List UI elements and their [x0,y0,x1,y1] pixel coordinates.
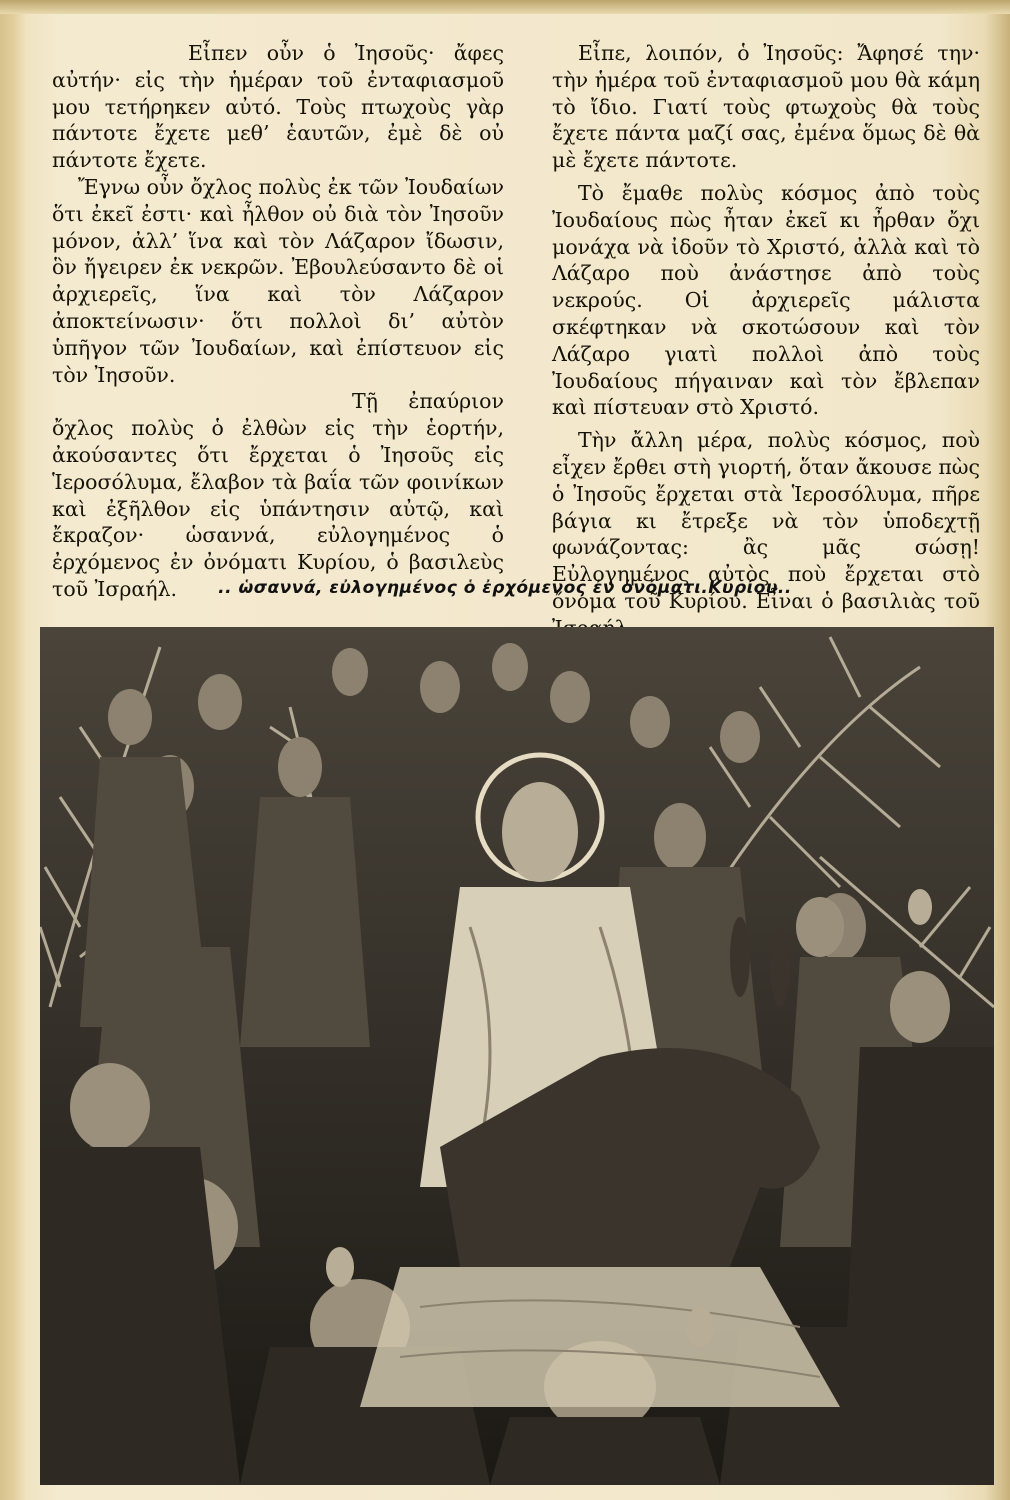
left-column-ancient-text [52,40,504,603]
illustration-drawing [40,627,994,1485]
left-paragraph-1: Εἶπεν οὖν ὁ Ἰησοῦς· ἄφες αὐτήν· εἰς τὴν ἡμέραν τοῦ ἐνταφιασμοῦ μου τετήρηκεν αὐτό. Τοὺς πτωχοὺς γὰρ πάντοτε ἔχετε μεθ’ ἑαυτῶν, ἐμὲ δὲ οὐ πάντοτε ἔχετε. [52,41,504,173]
palm-sunday-illustration [40,627,994,1485]
right-paragraph-2: Τὸ ἔμαθε πολὺς κόσμος ἀπὸ τοὺς Ἰουδαίους πὼς ἦταν ἐκεῖ κι ἦρθαν ὄχι μονάχα νὰ ἰδοῦν τὸ Χριστό, ἀλλὰ καὶ τὸ Λάζαρο ποὺ ἀνάστησε ἀπὸ τοὺς νεκρούς. Οἱ ἀρχιερεῖς μάλιστα σκέφτηκαν νὰ σκοτώσουν καὶ τὸν Λάζαρο γιατὶ πολλοὶ ἀπὸ τοὺς Ἰουδαίους πήγαιναν καὶ τὸν ἔβλεπαν καὶ πίστευαν στὸ Χριστό. [552,180,980,420]
central-figure-head [502,782,578,882]
left-paragraph-2: Ἔγνω οὖν ὄχλος πολὺς ἐκ τῶν Ἰουδαίων ὅτι ἐκεῖ ἐστι· καὶ ἦλθον οὐ διὰ τὸν Ἰησοῦν μόνον, ἀλλ’ ἵνα καὶ τὸν Λάζαρον ἴδωσιν, ὃν ἤγειρεν ἐκ νεκρῶν. Ἐβουλεύσαντο δὲ οἱ ἀρχιερεῖς, ἵνα καὶ τὸν Λάζαρον ἀποκτείνωσιν· ὅτι πολλοὶ δι’ αὐτὸν ὑπῆγον τῶν Ἰουδαίων, καὶ ἐπίστευον εἰς τὸν Ἰησοῦν. [52,174,505,387]
illustration-caption: .. ὡσαννά, εὐλογημένος ὁ ἐρχόμενος ἐν ὀνόματι.Κυρίου.. [218,578,792,598]
right-paragraph-3: Τὴν ἄλλη μέρα, πολὺς κόσμος, ποὺ εἶχεν ἔρθει στὴ γιορτή, ὅταν ἄκουσε πὼς ὁ Ἰησοῦς ἔρχεται στὰ Ἱεροσόλυμα, πῆρε βάγια κι ἔτρεξε νὰ τὸν ὑποδεχτῇ φωνάζοντας: ἂς μᾶς σώσῃ! Εὐλογημένος αὐτὸς ποὺ ἔρχεται στὸ ὄνομα τοῦ Κυρίου. Εἶναι ὁ βασιλιὰς τοῦ [552,428,980,613]
page-top-edge [0,0,1010,14]
left-paragraph-3: Τῇ ἐπαύριον ὄχλος πολὺς ὁ ἐλθὼν εἰς τὴν ἑορτήν, ἀκούσαντες ὅτι ἔρχεται ὁ Ἰησοῦς εἰς Ἱεροσόλυμα, ἔλαβον τὰ βαΐα τῶν φοινίκων καὶ ἐξῆλθον εἰς ὑπάντησιν αὐτῷ, καὶ ἔκραζον· ὡσαννά, εὐλογημένος ὁ ἐρχόμενος ἐν ὀνόματι Κυρίου, ὁ βασιλεὺς τοῦ Ἰσραήλ. [52,389,504,601]
right-column-modern-text [552,40,980,642]
right-paragraph-1: Εἶπε, λοιπόν, ὁ Ἰησοῦς: Ἄφησέ την· τὴν ἡμέρα τοῦ ἐνταφιασμοῦ μου θὰ κάμη τὸ ἴδιο. Γιατί τοὺς φτωχοὺς θὰ τοὺς ἔχετε πάντα μαζί σας, ἐμένα ὅμως δὲ θὰ μὲ ἔχετε πάντοτε. [552,41,980,173]
garments-on-ground [360,1267,840,1407]
